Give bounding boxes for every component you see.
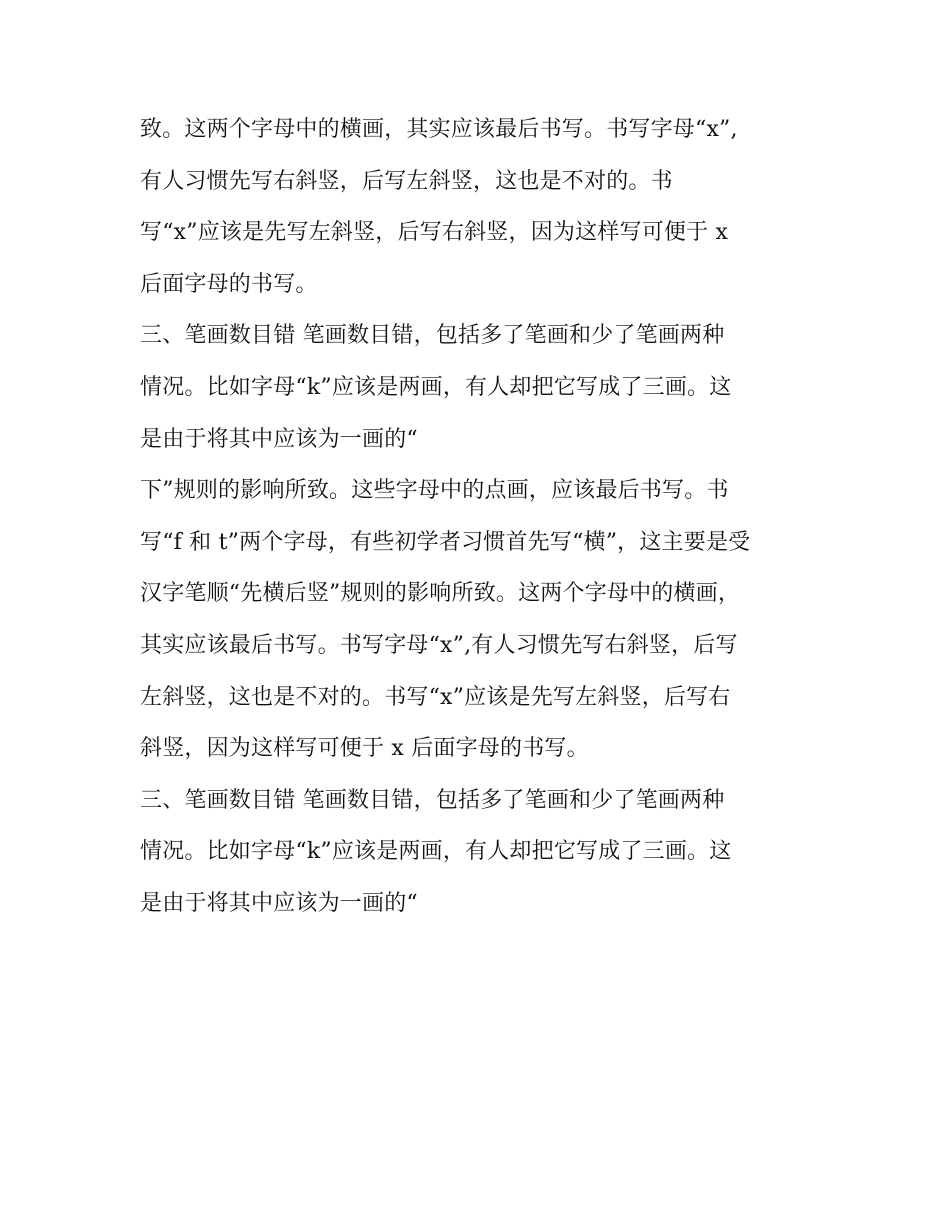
text-line: 情况。比如字母“k”应该是两画，有人却把它写成了三画。这: [140, 374, 732, 400]
text-line: 写“f 和 t”两个字母，有些初学者习惯首先写“横”，这主要是受: [140, 529, 751, 555]
text-line: 斜竖，因为这样写可便于 x 后面字母的书写。: [140, 736, 589, 762]
body-text: [140, 104, 820, 930]
text-line: 其实应该最后书写。书写字母“x”,有人习惯先写右斜竖，后写: [140, 632, 738, 658]
text-line: 左斜竖，这也是不对的。书写“x”应该是先写左斜竖，后写右: [140, 684, 731, 710]
text-line: 三、笔画数目错 笔画数目错，包括多了笔画和少了笔画两种: [140, 323, 725, 349]
text-line: 写“x”应该是先写左斜竖，后写右斜竖，因为这样写可便于 x: [140, 220, 729, 246]
text-line: 有人习惯先写右斜竖，后写左斜竖，这也是不对的。书: [140, 168, 673, 194]
text-line: 致。这两个字母中的横画，其实应该最后书写。书写字母“x”,: [140, 117, 738, 142]
text-line: 情况。比如字母“k”应该是两画，有人却把它写成了三画。这: [140, 839, 732, 865]
text-line: 下”规则的影响所致。这些字母中的点画，应该最后书写。书: [140, 478, 729, 504]
text-line: 是由于将其中应该为一画的“: [140, 426, 418, 452]
text-line: 汉字笔顺“先横后竖”规则的影响所致。这两个字母中的横画，: [140, 581, 741, 607]
text-line: 是由于将其中应该为一画的“: [140, 890, 418, 916]
text-line: 三、笔画数目错 笔画数目错，包括多了笔画和少了笔画两种: [140, 787, 725, 813]
text-line: 后面字母的书写。: [140, 271, 318, 297]
